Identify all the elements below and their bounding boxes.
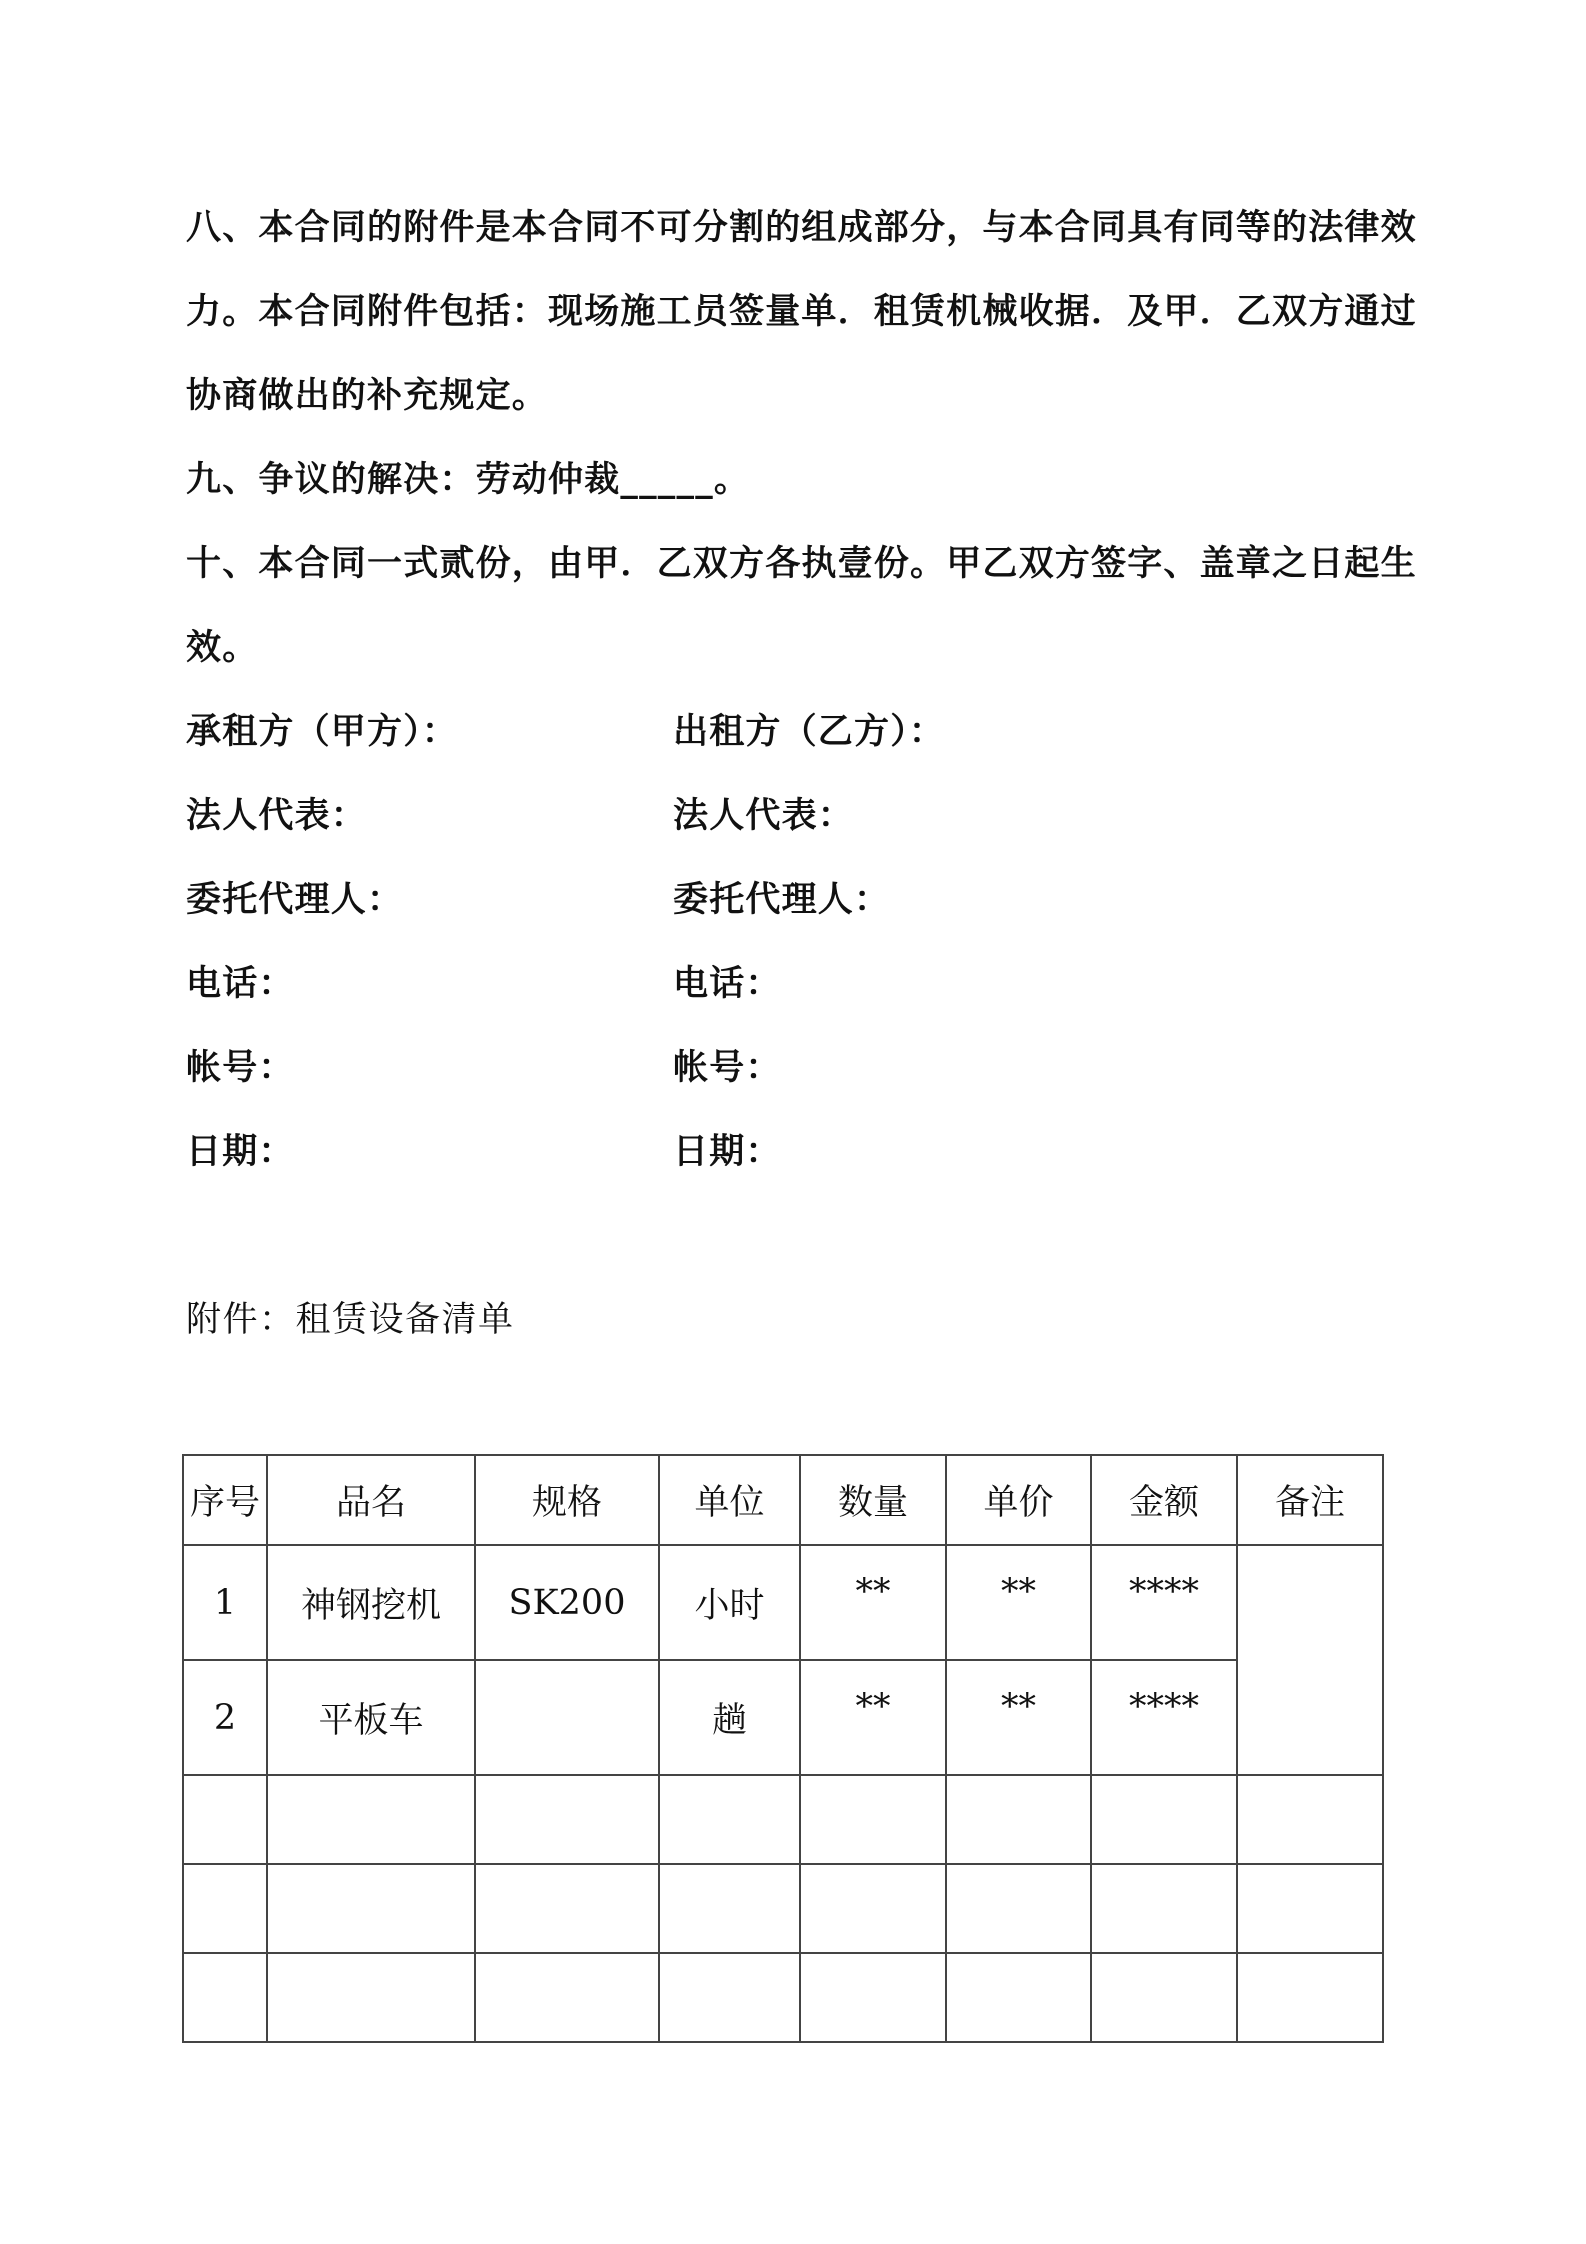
- lessee-party-label: 承租方（甲方）：: [186, 712, 459, 752]
- clause-10-line-1: 十、本合同一式贰份，由甲．乙双方各执壹份。甲乙双方签字、盖章之日起生: [186, 544, 1417, 584]
- lessee-legal-rep-label: 法人代表：: [186, 796, 368, 836]
- table-cell: [475, 1864, 659, 1953]
- table-cell: ****: [1091, 1660, 1237, 1775]
- table-cell: [267, 1775, 475, 1864]
- lessor-agent-label: 委托代理人：: [673, 880, 891, 920]
- table-cell: [946, 1864, 1091, 1953]
- table-cell: 神钢挖机: [267, 1545, 475, 1660]
- table-cell: [475, 1953, 659, 2042]
- table-cell: [659, 1775, 800, 1864]
- table-cell: [183, 1864, 267, 1953]
- table-cell: [659, 1864, 800, 1953]
- table-cell: [1091, 1775, 1237, 1864]
- table-cell: [267, 1953, 475, 2042]
- table-row: [183, 1775, 1383, 1864]
- header-cell-spec: 规格: [475, 1455, 659, 1545]
- lessor-legal-rep-label: 法人代表：: [673, 796, 855, 836]
- table-cell: [1091, 1864, 1237, 1953]
- header-cell-seq: 序号: [183, 1455, 267, 1545]
- lessee-agent-label: 委托代理人：: [186, 880, 404, 920]
- attachment-title: 附件：租赁设备清单: [186, 1300, 515, 1340]
- clause-8-line-3: 协商做出的补充规定。: [186, 376, 549, 416]
- table-cell: 1: [183, 1545, 267, 1660]
- table-cell: [475, 1775, 659, 1864]
- table-cell: [1237, 1775, 1383, 1864]
- table-cell: SK200: [475, 1545, 659, 1660]
- table-cell: [183, 1775, 267, 1864]
- table-cell: **: [946, 1545, 1091, 1660]
- lessor-party-label: 出租方（乙方）：: [673, 712, 946, 752]
- table-cell: [1237, 1953, 1383, 2042]
- clause-8-line-2: 力。本合同附件包括：现场施工员签量单．租赁机械收据．及甲．乙双方通过: [186, 292, 1417, 332]
- table-cell: [800, 1864, 946, 1953]
- table-row: [183, 1864, 1383, 1953]
- lessor-phone-label: 电话：: [673, 964, 782, 1004]
- header-cell-unit: 单位: [659, 1455, 800, 1545]
- table-cell: **: [946, 1660, 1091, 1775]
- header-cell-quantity: 数量: [800, 1455, 946, 1545]
- table-cell: 小时: [659, 1545, 800, 1660]
- header-cell-amount: 金额: [1091, 1455, 1237, 1545]
- table-row: [183, 1953, 1383, 2042]
- clause-10-line-2: 效。: [186, 628, 259, 668]
- table-cell: [946, 1953, 1091, 2042]
- lessee-phone-label: 电话：: [186, 964, 295, 1004]
- table-cell: [1237, 1864, 1383, 1953]
- table-cell: 趟: [659, 1660, 800, 1775]
- clause-9: 九、争议的解决：劳动仲裁_____。: [186, 460, 751, 500]
- equipment-list-table: [182, 1454, 1384, 2043]
- table-cell: **: [800, 1545, 946, 1660]
- lessor-account-label: 帐号：: [673, 1048, 782, 1088]
- lessee-account-label: 帐号：: [186, 1048, 295, 1088]
- header-cell-item-name: 品名: [267, 1455, 475, 1545]
- table-cell: [659, 1953, 800, 2042]
- table-cell: [946, 1775, 1091, 1864]
- table-cell: 2: [183, 1660, 267, 1775]
- table-cell-remarks-merged: [1237, 1545, 1383, 1775]
- table-row: [183, 1660, 1383, 1775]
- table-header-row: [183, 1455, 1383, 1545]
- lessee-date-label: 日期：: [186, 1132, 295, 1172]
- table-cell: [800, 1775, 946, 1864]
- header-cell-remarks: 备注: [1237, 1455, 1383, 1545]
- table-cell: [800, 1953, 946, 2042]
- table-cell: **: [800, 1660, 946, 1775]
- header-cell-unit-price: 单价: [946, 1455, 1091, 1545]
- table-cell: [475, 1660, 659, 1775]
- table-row: [183, 1545, 1383, 1660]
- lessor-date-label: 日期：: [673, 1132, 782, 1172]
- table-cell: [267, 1864, 475, 1953]
- table-cell: [1091, 1953, 1237, 2042]
- table-cell: 平板车: [267, 1660, 475, 1775]
- table-cell: ****: [1091, 1545, 1237, 1660]
- clause-8-line-1: 八、本合同的附件是本合同不可分割的组成部分，与本合同具有同等的法律效: [186, 208, 1417, 248]
- table-cell: [183, 1953, 267, 2042]
